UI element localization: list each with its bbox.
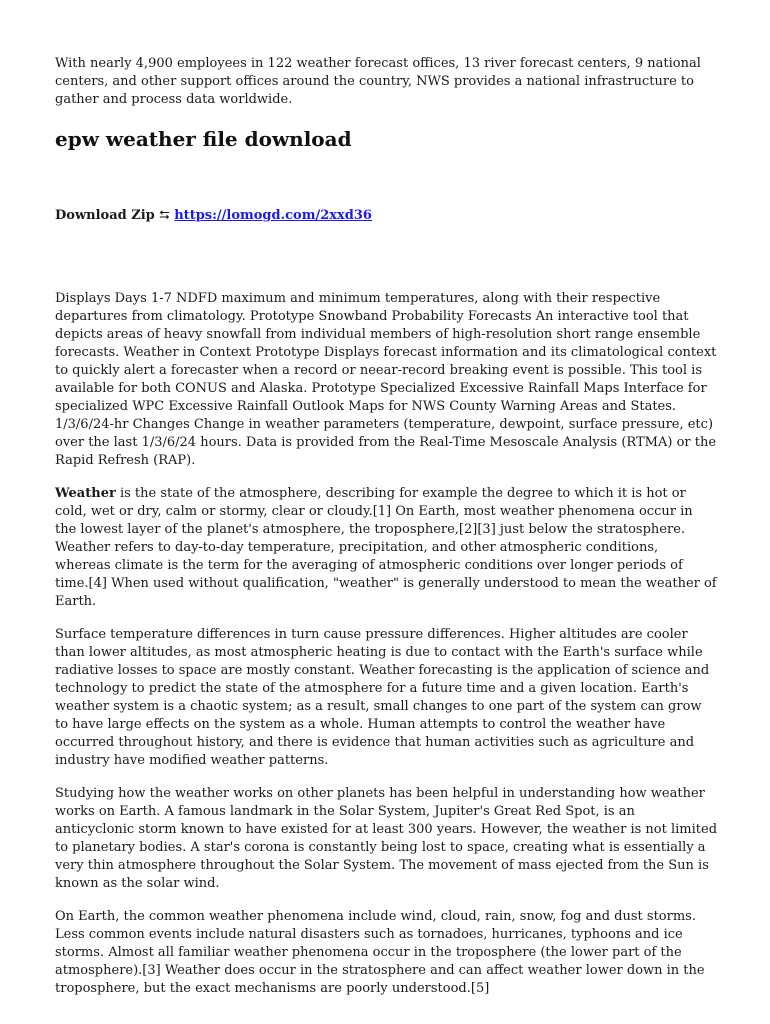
document-page xyxy=(55,55,717,1013)
download-row xyxy=(55,207,717,225)
arrow-icon: ⮀ xyxy=(159,208,170,223)
weather-term: Weather xyxy=(55,486,116,501)
weather-definition-text: is the state of the atmosphere, describing for example the degree to which it is hot or cold, wet or dry, calm or stormy, clear or cloudy.[1] On Earth, most weather phenomena occur in the lowest layer of the planet's atmosphere, the troposphere,[2][3] just below the stratosphere. Weather refers to day-to-day temperature, precipitation, and other atmospheric conditions, whereas climate is the term for the averaging of atmospheric conditions over longer periods of time.[4] When used without qualification, "weather" is generally understood to mean the weather of Earth. xyxy=(55,486,717,609)
download-label: Download Zip xyxy=(55,208,155,223)
download-link[interactable]: https://lomogd.com/2xxd36 xyxy=(174,208,372,223)
paragraph-temperature: Surface temperature differences in turn cause pressure differences. Higher altitudes are cooler than lower altitudes, as most atmospheric heating is due to contact with the Earth's surface while radiative losses to space are mostly constant. Weather forecasting is the application of science and technology to predict the state of the atmosphere for a future time and a given location. Earth's weather system is a chaotic system; as a result, small changes to one part of the system can grow to have large effects on the system as a whole. Human attempts to control the weather have occurred throughout history, and there is evidence that human activities such as agriculture and industry have modified weather patterns. xyxy=(55,627,710,768)
article-body xyxy=(55,290,717,998)
paragraph-planets: Studying how the weather works on other planets has been helpful in understanding how weather works on Earth. A famous landmark in the Solar System, Jupiter's Great Red Spot, is an anticyclonic storm known to have existed for at least 300 years. However, the weather is not limited to planetary bodies. A star's corona is constantly being lost to space, creating what is essentially a very thin atmosphere throughout the Solar System. The movement of mass ejected from the Sun is known as the solar wind. xyxy=(55,786,718,891)
paragraph-weather-definition xyxy=(55,485,717,611)
paragraph-ndfd: Displays Days 1-7 NDFD maximum and minimum temperatures, along with their respective departures from climatology. Prototype Snowband Probability Forecasts An interactive tool that depicts areas of heavy snowfall from individual members of high-resolution short range ensemble forecasts. Weather in Context Prototype Displays forecast information and its climatological context to quickly alert a forecaster when a record or neear-record breaking event is possible. This tool is available for both CONUS and Alaska. Prototype Specialized Excessive Rainfall Maps Interface for specialized WPC Excessive Rainfall Outlook Maps for NWS County Warning Areas and States. 1/3/6/24-hr Changes Change in weather parameters (temperature, dewpoint, surface pressure, etc) over the last 1/3/6/24 hours. Data is provided from the Real-Time Mesoscale Analysis (RTMA) or the Rapid Refresh (RAP). xyxy=(55,291,717,468)
page-title: epw weather file download xyxy=(55,127,352,151)
intro-paragraph: With nearly 4,900 employees in 122 weather forecast offices, 13 river forecast centers, 9 national centers, and other support offices around the country, NWS provides a national infrastructure to gather and process data worldwide. xyxy=(55,56,701,107)
paragraph-phenomena: On Earth, the common weather phenomena include wind, cloud, rain, snow, fog and dust storms. Less common events include natural disasters such as tornadoes, hurricanes, typhoons and ice storms. Almost all familiar weather phenomena occur in the troposphere (the lower part of the atmosphere).[3] Weather does occur in the stratosphere and can affect weather lower down in the troposphere, but the exact mechanisms are poorly understood.[5] xyxy=(55,909,705,996)
